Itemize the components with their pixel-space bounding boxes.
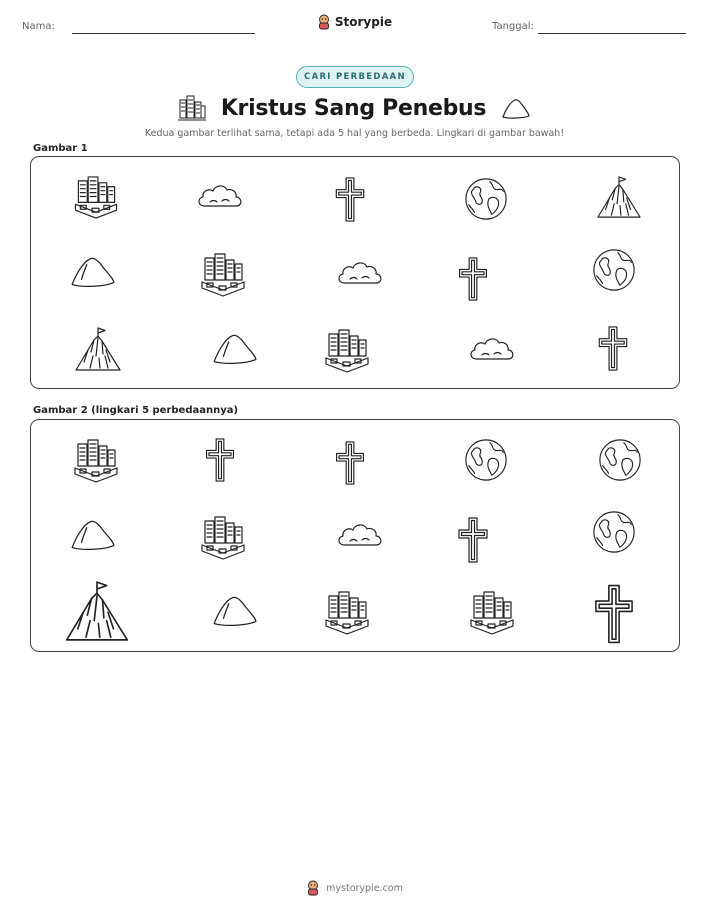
globe-icon	[462, 176, 510, 222]
cross-icon[interactable]	[588, 583, 640, 645]
instructions: Kedua gambar terlihat sama, tetapi ada 5 hal yang berbeda. Lingkari di gambar bawah!	[144, 128, 565, 139]
globe-icon	[590, 247, 638, 293]
page-title: Kristus Sang Penebus	[220, 95, 487, 121]
cross-icon	[455, 256, 491, 302]
name-field-line[interactable]	[72, 33, 255, 34]
storypie-mascot-icon	[306, 880, 320, 896]
cross-icon	[596, 325, 630, 372]
cross-icon[interactable]	[333, 440, 367, 486]
cross-icon[interactable]	[455, 516, 491, 564]
globe-icon[interactable]	[596, 437, 644, 483]
hill-icon[interactable]	[68, 514, 118, 554]
cloud-icon	[336, 256, 384, 290]
cloud-icon[interactable]	[336, 519, 384, 551]
title-row	[0, 90, 709, 126]
hill-icon[interactable]	[210, 590, 260, 630]
hill-icon	[500, 96, 532, 120]
hill-icon	[68, 251, 118, 291]
name-label: Nama:	[22, 21, 55, 32]
city-icon	[322, 328, 372, 374]
activity-badge: CARI PERBEDAAN	[296, 66, 414, 88]
date-label: Tanggal:	[492, 21, 534, 32]
city-icon[interactable]	[468, 590, 516, 636]
city-icon	[177, 94, 207, 122]
city-icon[interactable]	[322, 590, 372, 636]
footer-url[interactable]: mystorypie.com	[326, 882, 403, 894]
date-field-line[interactable]	[538, 33, 686, 34]
section-1-label: Gambar 1	[33, 143, 88, 154]
globe-icon[interactable]	[462, 437, 510, 483]
mountain-icon[interactable]	[64, 576, 130, 646]
footer	[0, 880, 709, 896]
mountain-icon	[596, 174, 642, 220]
storypie-logo	[0, 14, 709, 30]
brand-name: Storypie	[334, 15, 393, 29]
mountain-icon	[74, 326, 122, 372]
cross-icon	[333, 176, 367, 223]
globe-icon[interactable]	[590, 509, 638, 555]
city-icon	[199, 252, 247, 298]
cloud-icon	[468, 333, 516, 365]
city-icon[interactable]	[199, 515, 247, 561]
storypie-mascot-icon	[317, 14, 331, 30]
hill-icon	[210, 328, 260, 368]
section-2-label: Gambar 2 (lingkari 5 perbedaannya)	[33, 405, 239, 416]
cross-icon[interactable]	[201, 437, 239, 483]
cloud-icon	[196, 179, 244, 213]
city-icon[interactable]	[72, 438, 120, 484]
city-icon	[72, 175, 120, 220]
